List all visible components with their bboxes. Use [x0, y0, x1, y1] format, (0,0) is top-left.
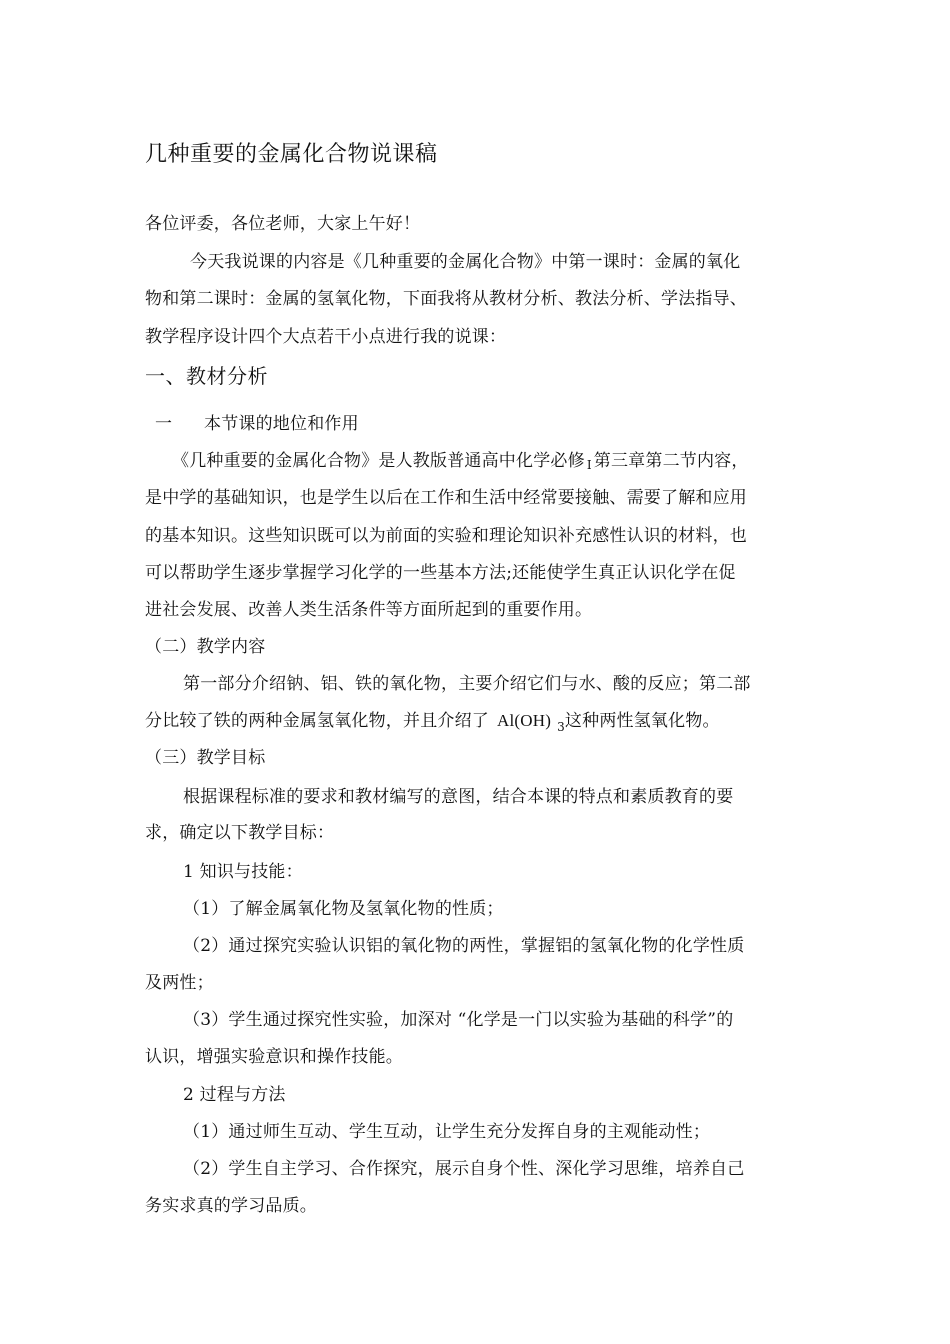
content-para-line-2-text-a: 分比较了铁的两种金属氢氧化物，并且介绍了: [145, 711, 489, 731]
position-para-line-2: 是中学的基础知识，也是学生以后在工作和生活中经常要接触、需要了解和应用: [145, 488, 747, 508]
content-para-line-2: [145, 709, 720, 739]
formula-subscript: 3: [557, 720, 565, 734]
content-para-line-2-text-b: 这种两性氢氧化物。: [564, 711, 720, 731]
section-heading-textbook-analysis: 一、教材分析: [145, 364, 268, 388]
goals-para-line-2: 求，确定以下教学目标：: [145, 823, 335, 843]
compulsory-volume-subscript: I: [586, 458, 592, 472]
document-title: 几种重要的金属化合物说课稿: [145, 142, 438, 167]
intro-line-1: 今天我说课的内容是《几种重要的金属化合物》中第一课时：金属的氧化: [190, 252, 741, 272]
goal-2-item-2: （2）学生自主学习、合作探究，展示自身个性、深化学习思维，培养自己: [183, 1159, 745, 1179]
position-para-line-3: 的基本知识。这些知识既可以为前面的实验和理论知识补充感性认识的材料，也: [145, 526, 747, 546]
greeting: 各位评委，各位老师，大家上午好！: [145, 214, 421, 234]
subsection-3-heading: （三）教学目标: [145, 748, 266, 768]
subsection-1-number: 一: [155, 414, 173, 434]
position-para-line-1: [172, 449, 749, 477]
goal-2-heading: 2 过程与方法: [183, 1085, 286, 1105]
goal-2-item-1: （1）通过师生互动、学生互动，让学生充分发挥自身的主观能动性；: [183, 1122, 711, 1142]
position-para-line-1-text-b: 第三章第二节内容，: [593, 451, 749, 471]
position-para-line-1-text-a: 《几种重要的金属化合物》是人教版普通高中化学必修: [172, 451, 585, 471]
subsection-2-heading: （二）教学内容: [145, 637, 266, 657]
subsection-1-heading: 本节课的地位和作用: [204, 414, 359, 434]
goal-1-item-3: （3）学生通过探究性实验，加深对 “化学是一门以实验为基础的科学”的: [183, 1010, 734, 1030]
goals-para-line-1: 根据课程标准的要求和教材编写的意图，结合本课的特点和素质教育的要: [183, 787, 734, 807]
intro-line-3: 教学程序设计四个大点若干小点进行我的说课：: [145, 327, 507, 347]
aluminum-hydroxide-formula: Al(OH): [497, 711, 552, 730]
goal-1-item-2-cont: 及两性；: [145, 973, 214, 993]
goal-1-item-3-cont: 认识，增强实验意识和操作技能。: [145, 1047, 403, 1067]
position-para-line-4: 可以帮助学生逐步掌握学习化学的一些基本方法;还能使学生真正认识化学在促: [145, 563, 736, 583]
content-para-line-1: 第一部分介绍钠、铝、铁的氧化物，主要介绍它们与水、酸的反应；第二部: [183, 674, 751, 694]
goal-2-item-2-cont: 务实求真的学习品质。: [145, 1196, 317, 1216]
intro-line-2: 物和第二课时：金属的氢氧化物，下面我将从教材分析、教法分析、学法指导、: [145, 289, 747, 309]
goal-1-heading: 1 知识与技能：: [183, 862, 303, 882]
goal-1-item-1: （1）了解金属氧化物及氢氧化物的性质；: [183, 899, 504, 919]
goal-1-item-2: （2）通过探究实验认识铝的氧化物的两性，掌握铝的氢氧化物的化学性质: [183, 936, 745, 956]
position-para-line-5: 进社会发展、改善人类生活条件等方面所起到的重要作用。: [145, 600, 593, 620]
